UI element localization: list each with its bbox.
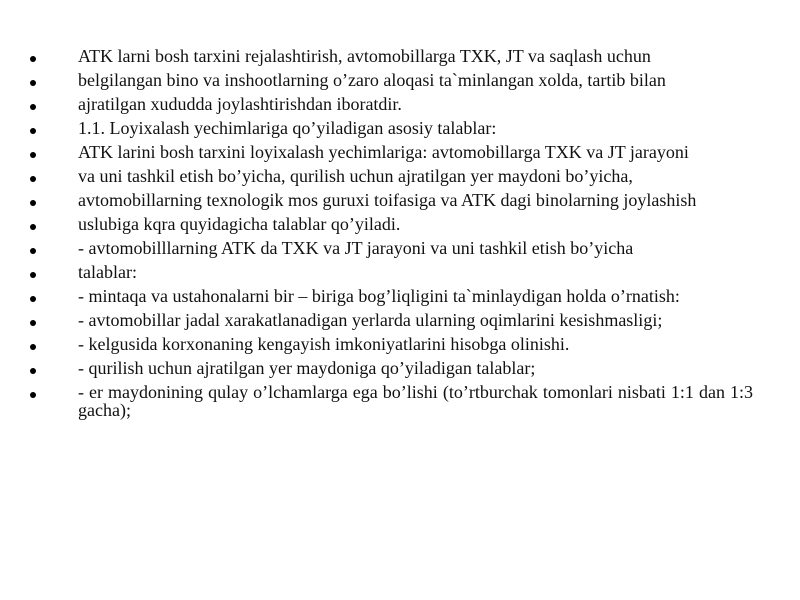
list-item	[30, 287, 753, 305]
bullet-text: ATK larini bosh tarxini loyixalash yechimlariga: avtomobillarga TXK va JT jarayoni	[78, 142, 689, 162]
list-item	[30, 311, 753, 329]
bullet-dot-icon	[30, 296, 36, 302]
list-item	[30, 143, 753, 161]
bullet-dot-icon	[30, 104, 36, 110]
bullet-dot-icon	[30, 152, 36, 158]
bullet-text: belgilangan bino va inshootlarning o’zaro aloqasi ta`minlangan xolda, tartib bilan	[78, 70, 666, 90]
bullet-text: talablar:	[78, 262, 137, 282]
bullet-dot-icon	[30, 128, 36, 134]
list-item	[30, 215, 753, 233]
bullet-text: - avtomobilllarning ATK da TXK va JT jarayoni va uni tashkil etish bo’yicha	[78, 238, 634, 258]
list-item	[30, 239, 753, 257]
bullet-dot-icon	[30, 200, 36, 206]
bullet-text: - er maydonining qulay o’lchamlarga ega bo’lishi (to’rtburchak tomonlari nisbati 1:1 dan 1:3 gacha);	[78, 382, 753, 420]
bullet-text: uslubiga kqra quyidagicha talablar qo’yiladi.	[78, 214, 401, 234]
list-item	[30, 191, 753, 209]
bullet-dot-icon	[30, 224, 36, 230]
bullet-text: avtomobillarning texnologik mos guruxi toifasiga va ATK dagi binolarning joylashish	[78, 190, 697, 210]
bullet-dot-icon	[30, 176, 36, 182]
list-item	[30, 95, 753, 113]
bullet-dot-icon	[30, 248, 36, 254]
bullet-dot-icon	[30, 344, 36, 350]
bullet-list	[30, 47, 753, 425]
list-item	[30, 263, 753, 281]
list-item	[30, 47, 753, 65]
bullet-text: - avtomobillar jadal xarakatlanadigan yerlarda ularning oqimlarini kesishmasligi;	[78, 310, 663, 330]
bullet-dot-icon	[30, 56, 36, 62]
list-item	[30, 359, 753, 377]
list-item	[30, 119, 753, 137]
bullet-text: - mintaqa va ustahonalarni bir – biriga bog’liqligini ta`minlaydigan holda o’rnatish:	[78, 286, 680, 306]
bullet-dot-icon	[30, 368, 36, 374]
bullet-text: 1.1. Loyixalash yechimlariga qo’yiladigan asosiy talablar:	[78, 118, 497, 138]
bullet-text: - kelgusida korxonaning kengayish imkoniyatlarini hisobga olinishi.	[78, 334, 570, 354]
list-item	[30, 167, 753, 185]
bullet-dot-icon	[30, 320, 36, 326]
bullet-text: ajratilgan xududda joylashtirishdan iboratdir.	[78, 94, 402, 114]
bullet-text: ATK larni bosh tarxini rejalashtirish, avtomobillarga TXK, JT va saqlash uchun	[78, 46, 651, 66]
list-item	[30, 335, 753, 353]
list-item	[30, 71, 753, 89]
bullet-dot-icon	[30, 272, 36, 278]
bullet-text: va uni tashkil etish bo’yicha, qurilish uchun ajratilgan yer maydoni bo’yicha,	[78, 166, 633, 186]
bullet-text: - qurilish uchun ajratilgan yer maydoniga qo’yiladigan talablar;	[78, 358, 536, 378]
bullet-dot-icon	[30, 392, 36, 398]
bullet-dot-icon	[30, 80, 36, 86]
list-item	[30, 383, 753, 419]
